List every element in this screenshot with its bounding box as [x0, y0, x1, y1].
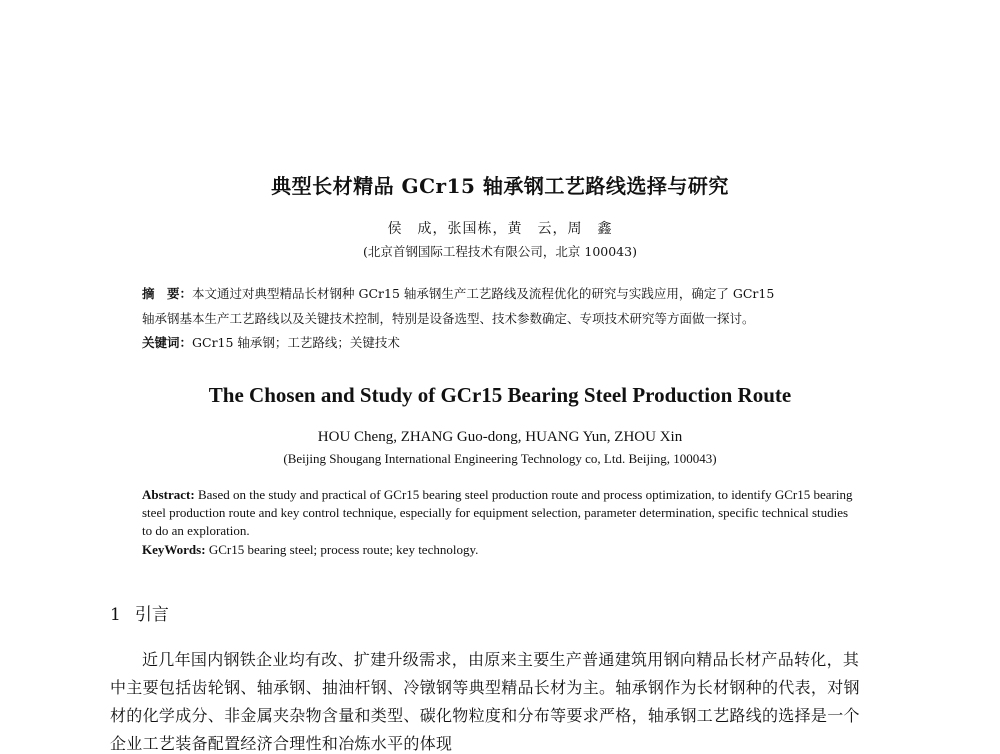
- keywords-en: [142, 541, 853, 559]
- abstract-en: [142, 486, 853, 540]
- section-heading: [110, 600, 183, 625]
- page-title-en: The Chosen and Study of GCr15 Bearing Steel Production Route: [208, 383, 792, 407]
- keywords-en-text: GCr15 bearing steel; process route; key technology.: [208, 542, 479, 557]
- authors-en: HOU Cheng, ZHANG Guo-dong, HUANG Yun, ZHOU Xin: [317, 429, 683, 445]
- abstract-label-en: Abstract:: [142, 487, 195, 502]
- abstract-label-zh: 摘 要：: [142, 286, 193, 301]
- abstract-en-text: Based on the study and practical of GCr15 bearing steel production route and process optimization, to identify GCr15 bearing steel production route and key control technique, especially for equipment selection, parameter determination, specific technical studies to do an exploration.: [142, 487, 853, 538]
- body-line-1: 近几年国内钢铁企业均有改、扩建升级需求，由原来主要生产普通建筑用钢向精品长材产品转化，其: [142, 650, 860, 669]
- affiliation-en: (Beijing Shougang International Engineering Technology co, Ltd. Beijing, 100043): [283, 451, 717, 466]
- abstract-zh-text1: 本文通过对典型精品长材钢种 GCr15 轴承钢生产工艺路线及流程优化的研究与实践应用，确定了 GCr15: [192, 286, 775, 301]
- keywords-zh: [142, 333, 400, 351]
- authors-zh: 侯 成，张国栋，黄 云，周 鑫: [387, 221, 613, 237]
- abstract-zh-line2: 轴承钢基本生产工艺路线以及关键技术控制，特别是设备选型、技术参数确定、专项技术研究等方面做一探讨。: [142, 311, 755, 326]
- abstract-zh-line1: [142, 284, 774, 302]
- keywords-label-en: KeyWords:: [142, 542, 206, 557]
- section-title: 引言: [134, 605, 169, 625]
- body-line-2: 中主要包括齿轮钢、轴承钢、抽油杆钢、冷镦钢等典型精品长材为主。轴承钢作为长材钢种的代表，对钢: [110, 678, 860, 697]
- body-line-4: 企业工艺装备配置经济合理性和冶炼水平的体现: [110, 734, 453, 753]
- body-line-3: 材的化学成分、非金属夹杂物含量和类型、碳化物粒度和分布等要求严格，轴承钢工艺路线的选择是一个: [110, 706, 860, 725]
- affiliation-zh: (北京首钢国际工程技术有限公司，北京 100043): [363, 244, 637, 259]
- page-title-zh: 典型长材精品 GCr15 轴承钢工艺路线选择与研究: [271, 174, 729, 198]
- section-number: 1: [110, 605, 121, 625]
- keywords-zh-text: GCr15 轴承钢；工艺路线；关键技术: [192, 335, 400, 350]
- keywords-label-zh: 关键词：: [142, 335, 193, 350]
